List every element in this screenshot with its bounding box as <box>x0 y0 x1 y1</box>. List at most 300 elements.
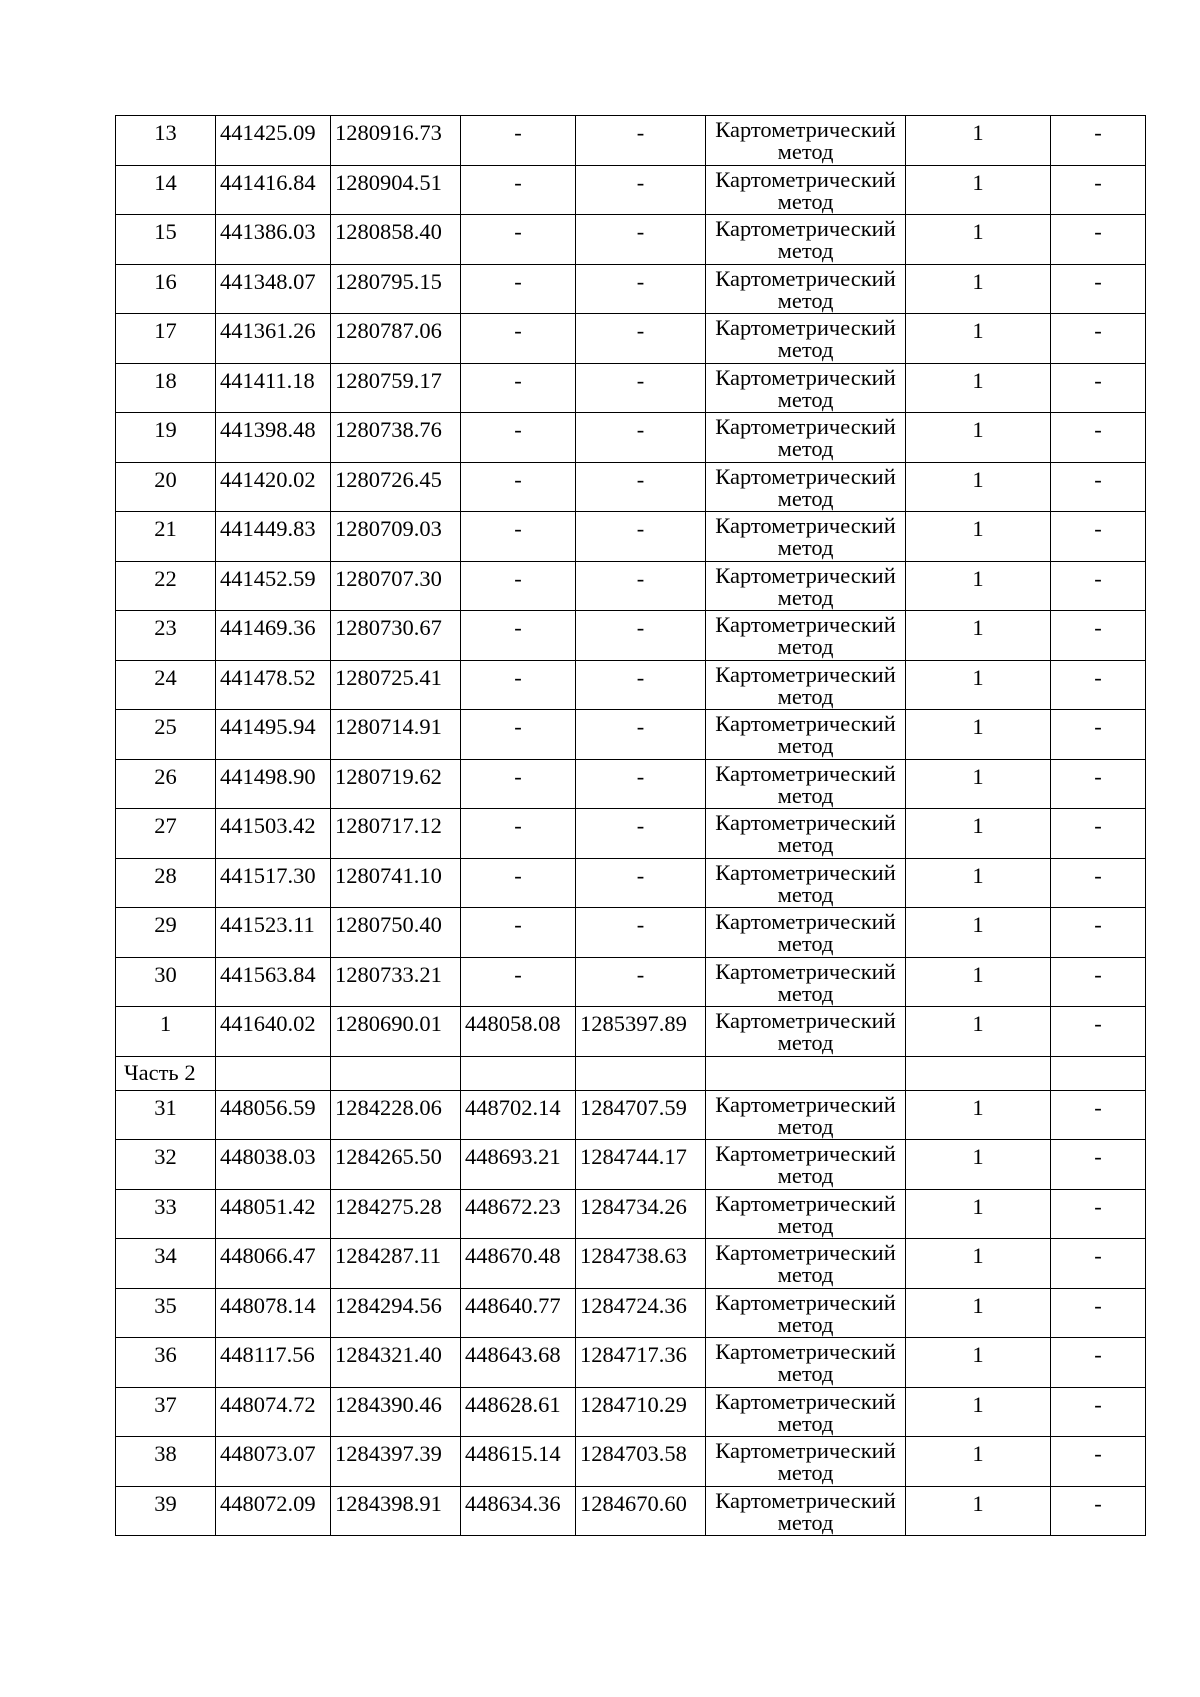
accuracy-cell <box>906 1288 1051 1338</box>
x-new-cell <box>461 1140 576 1190</box>
accuracy-cell <box>906 1007 1051 1057</box>
y-new-cell <box>576 660 706 710</box>
table-row <box>116 1486 1146 1536</box>
point-number-cell-text: 30 <box>154 961 177 987</box>
accuracy-cell-text: 1 <box>972 120 984 145</box>
method-cell <box>706 1140 906 1190</box>
note-cell <box>1051 611 1146 661</box>
accuracy-cell-text: 1 <box>972 417 984 442</box>
x-existing-cell-text: 441503.42 <box>220 813 316 838</box>
y-existing-cell <box>331 1486 461 1536</box>
x-existing-cell-text: 441517.30 <box>220 862 316 888</box>
note-cell <box>1051 759 1146 809</box>
accuracy-cell-text: 1 <box>972 318 984 343</box>
x-existing-cell <box>216 314 331 364</box>
x-new-cell <box>461 858 576 908</box>
method-cell <box>706 1189 906 1239</box>
method-text <box>706 710 905 757</box>
y-existing-cell-text: 1280741.10 <box>335 862 442 888</box>
y-new-cell-text: 1284734.26 <box>580 1193 687 1219</box>
y-existing-cell <box>331 1140 461 1190</box>
y-existing-cell-text: 1280733.21 <box>335 961 442 987</box>
accuracy-cell-text: 1 <box>972 1193 984 1219</box>
point-number-cell <box>116 1338 216 1388</box>
method-line-1: Картометрический <box>715 1091 896 1117</box>
note-cell <box>1051 264 1146 314</box>
note-cell <box>1051 116 1146 166</box>
method-text <box>706 1338 905 1385</box>
x-existing-cell <box>216 809 331 859</box>
y-existing-cell <box>331 858 461 908</box>
method-line-1: Картометрический <box>715 711 896 736</box>
x-existing-cell-text: 441425.09 <box>220 120 316 145</box>
x-new-cell-text: 448615.14 <box>465 1441 561 1466</box>
x-new-cell <box>461 759 576 809</box>
method-cell <box>706 215 906 265</box>
y-new-cell-text: - <box>636 763 645 789</box>
table-row <box>116 413 1146 463</box>
y-existing-cell-text: 1284390.46 <box>335 1391 442 1417</box>
method-cell <box>706 165 906 215</box>
method-line-2: метод <box>777 1262 834 1287</box>
y-new-cell <box>576 710 706 760</box>
note-cell-text: - <box>1094 1094 1102 1120</box>
accuracy-cell-text: 1 <box>972 961 984 987</box>
y-existing-cell <box>331 215 461 265</box>
part-empty-cell <box>706 1056 906 1090</box>
accuracy-cell-text: 1 <box>972 1441 984 1466</box>
point-number-cell-text: 29 <box>154 912 177 937</box>
method-cell <box>706 264 906 314</box>
method-text <box>706 809 905 856</box>
x-existing-cell <box>216 413 331 463</box>
note-cell <box>1051 1140 1146 1190</box>
note-cell <box>1051 809 1146 859</box>
method-line-1: Картометрический <box>715 1487 896 1513</box>
point-number-cell <box>116 957 216 1007</box>
x-existing-cell <box>216 957 331 1007</box>
part-label-cell <box>116 1056 216 1090</box>
note-cell <box>1051 908 1146 958</box>
table-row <box>116 561 1146 611</box>
point-number-cell <box>116 660 216 710</box>
x-new-cell <box>461 1007 576 1057</box>
method-line-2: метод <box>777 1410 834 1436</box>
method-text <box>706 1289 905 1336</box>
x-existing-cell <box>216 264 331 314</box>
x-existing-cell-text: 441640.02 <box>220 1011 316 1036</box>
y-existing-cell-text: 1284265.50 <box>335 1144 442 1169</box>
method-text <box>706 364 905 411</box>
y-new-cell <box>576 165 706 215</box>
accuracy-cell <box>906 1338 1051 1388</box>
method-text <box>706 463 905 510</box>
x-new-cell-text: 448628.61 <box>465 1391 561 1417</box>
y-new-cell-text: - <box>636 664 645 690</box>
accuracy-cell <box>906 660 1051 710</box>
method-line-2: метод <box>777 1212 834 1238</box>
method-line-2: метод <box>777 337 834 362</box>
method-cell <box>706 1090 906 1140</box>
method-cell <box>706 957 906 1007</box>
x-new-cell-text: - <box>514 862 522 888</box>
x-existing-cell-text: 448073.07 <box>220 1441 316 1466</box>
x-existing-cell-text: 441411.18 <box>220 367 315 393</box>
x-existing-cell <box>216 1239 331 1289</box>
y-new-cell-text: - <box>636 466 645 492</box>
point-number-cell-text: 37 <box>154 1391 177 1417</box>
method-line-1: Картометрический <box>715 315 896 340</box>
method-text <box>706 1190 905 1237</box>
accuracy-cell <box>906 759 1051 809</box>
x-existing-cell <box>216 1140 331 1190</box>
y-new-cell-text: - <box>636 219 645 244</box>
note-cell <box>1051 512 1146 562</box>
point-number-cell-text: 35 <box>154 1292 177 1318</box>
note-cell <box>1051 413 1146 463</box>
point-number-cell <box>116 1288 216 1338</box>
accuracy-cell-text: 1 <box>972 565 984 591</box>
point-number-cell <box>116 908 216 958</box>
y-new-cell <box>576 1437 706 1487</box>
table-row <box>116 1288 1146 1338</box>
point-number-cell-text: 33 <box>154 1193 177 1219</box>
y-new-cell <box>576 809 706 859</box>
note-cell-text: - <box>1094 615 1102 640</box>
method-cell <box>706 759 906 809</box>
method-line-1: Картометрический <box>715 612 896 637</box>
y-new-cell <box>576 1239 706 1289</box>
point-number-cell <box>116 759 216 809</box>
table-row <box>116 957 1146 1007</box>
x-existing-cell <box>216 1090 331 1140</box>
point-number-cell-text: 13 <box>154 120 177 145</box>
y-new-cell-text: - <box>636 961 645 987</box>
y-existing-cell <box>331 809 461 859</box>
method-line-2: метод <box>777 782 834 808</box>
accuracy-cell <box>906 215 1051 265</box>
point-number-cell <box>116 462 216 512</box>
y-new-cell <box>576 858 706 908</box>
y-existing-cell <box>331 957 461 1007</box>
point-number-cell <box>116 1387 216 1437</box>
method-line-1: Картометрический <box>715 810 896 835</box>
point-number-cell-text: 36 <box>154 1342 177 1367</box>
method-text <box>706 859 905 906</box>
y-existing-cell <box>331 759 461 809</box>
accuracy-cell-text: 1 <box>972 1342 984 1367</box>
note-cell-text: - <box>1094 1193 1102 1219</box>
y-existing-cell <box>331 1239 461 1289</box>
accuracy-cell <box>906 462 1051 512</box>
accuracy-cell <box>906 363 1051 413</box>
note-cell <box>1051 363 1146 413</box>
y-new-cell-text: - <box>636 516 645 541</box>
note-cell <box>1051 1338 1146 1388</box>
method-text <box>706 958 905 1005</box>
accuracy-cell-text: 1 <box>972 813 984 838</box>
x-existing-cell-text: 448066.47 <box>220 1243 316 1268</box>
note-cell-text: - <box>1094 1243 1102 1268</box>
method-line-1: Картометрический <box>715 117 896 142</box>
method-text <box>706 1437 905 1484</box>
point-number-cell <box>116 413 216 463</box>
y-new-cell-text: - <box>636 862 645 888</box>
accuracy-cell <box>906 116 1051 166</box>
accuracy-cell <box>906 1387 1051 1437</box>
y-new-cell <box>576 1288 706 1338</box>
note-cell <box>1051 165 1146 215</box>
method-cell <box>706 363 906 413</box>
method-line-2: метод <box>777 683 834 709</box>
y-existing-cell-text: 1284275.28 <box>335 1193 442 1219</box>
x-new-cell-text: 448634.36 <box>465 1490 561 1516</box>
y-existing-cell <box>331 1338 461 1388</box>
x-existing-cell <box>216 710 331 760</box>
x-new-cell <box>461 1189 576 1239</box>
y-existing-cell-text: 1280795.15 <box>335 268 442 294</box>
y-existing-cell-text: 1280714.91 <box>335 714 442 739</box>
y-existing-cell <box>331 1189 461 1239</box>
point-number-cell <box>116 858 216 908</box>
y-new-cell <box>576 561 706 611</box>
accuracy-cell-text: 1 <box>972 763 984 789</box>
method-cell <box>706 1288 906 1338</box>
x-new-cell <box>461 710 576 760</box>
x-existing-cell <box>216 1338 331 1388</box>
y-existing-cell <box>331 561 461 611</box>
x-new-cell <box>461 512 576 562</box>
note-cell-text: - <box>1094 961 1102 987</box>
x-existing-cell <box>216 611 331 661</box>
note-cell <box>1051 561 1146 611</box>
point-number-cell <box>116 1090 216 1140</box>
y-new-cell-text: 1284744.17 <box>580 1144 687 1169</box>
method-line-1: Картометрический <box>715 463 896 489</box>
method-text <box>706 908 905 955</box>
y-new-cell-text: 1284738.63 <box>580 1243 687 1268</box>
x-new-cell <box>461 908 576 958</box>
y-existing-cell <box>331 116 461 166</box>
note-cell <box>1051 957 1146 1007</box>
method-line-1: Картометрический <box>715 1339 896 1364</box>
table-row <box>116 512 1146 562</box>
note-cell <box>1051 858 1146 908</box>
y-new-cell <box>576 116 706 166</box>
x-new-cell <box>461 116 576 166</box>
y-new-cell-text: 1284707.59 <box>580 1094 687 1120</box>
note-cell <box>1051 462 1146 512</box>
table-row <box>116 1338 1146 1388</box>
x-existing-cell-text: 448078.14 <box>220 1292 316 1318</box>
y-new-cell-text: - <box>636 912 645 937</box>
y-existing-cell-text: 1280738.76 <box>335 417 442 442</box>
y-new-cell <box>576 512 706 562</box>
point-number-cell <box>116 1189 216 1239</box>
method-line-2: метод <box>777 188 834 214</box>
method-cell <box>706 561 906 611</box>
method-line-1: Картометрический <box>715 958 896 984</box>
x-new-cell-text: 448058.08 <box>465 1011 561 1036</box>
point-number-cell <box>116 611 216 661</box>
method-text <box>706 512 905 559</box>
y-new-cell-text: - <box>636 367 645 393</box>
accuracy-cell <box>906 710 1051 760</box>
y-existing-cell-text: 1284228.06 <box>335 1094 442 1120</box>
table-body <box>116 116 1146 1536</box>
x-new-cell-text: - <box>514 961 522 987</box>
y-existing-cell <box>331 710 461 760</box>
method-line-1: Картометрический <box>715 1388 896 1414</box>
method-cell <box>706 710 906 760</box>
x-new-cell <box>461 363 576 413</box>
x-existing-cell-text: 441452.59 <box>220 565 316 591</box>
point-number-cell <box>116 710 216 760</box>
accuracy-cell-text: 1 <box>972 516 984 541</box>
point-number-cell-text: 22 <box>154 565 177 591</box>
method-line-2: метод <box>777 980 834 1006</box>
y-existing-cell-text: 1280709.03 <box>335 516 442 541</box>
y-new-cell-text: - <box>636 318 645 343</box>
method-line-1: Картометрический <box>715 364 896 390</box>
table-row <box>116 1387 1146 1437</box>
point-number-cell-text: 15 <box>154 219 177 244</box>
point-number-cell <box>116 1239 216 1289</box>
point-number-cell-text: 39 <box>154 1490 177 1516</box>
x-new-cell <box>461 957 576 1007</box>
method-cell <box>706 660 906 710</box>
table-row <box>116 759 1146 809</box>
accuracy-cell-text: 1 <box>972 1243 984 1268</box>
point-number-cell-text: 32 <box>154 1144 177 1169</box>
method-text <box>706 413 905 460</box>
x-new-cell-text: 448670.48 <box>465 1243 561 1268</box>
method-text <box>706 265 905 312</box>
y-new-cell-text: 1284670.60 <box>580 1490 687 1516</box>
x-new-cell-text: 448693.21 <box>465 1144 561 1169</box>
method-text <box>706 1487 905 1534</box>
y-existing-cell-text: 1280719.62 <box>335 763 442 789</box>
table-row <box>116 1140 1146 1190</box>
part-empty-cell <box>1051 1056 1146 1090</box>
accuracy-cell-text: 1 <box>972 466 984 492</box>
accuracy-cell <box>906 858 1051 908</box>
accuracy-cell <box>906 1090 1051 1140</box>
y-new-cell-text: - <box>636 813 645 838</box>
y-existing-cell-text: 1284294.56 <box>335 1292 442 1318</box>
method-text <box>706 562 905 609</box>
y-existing-cell-text: 1280725.41 <box>335 664 442 690</box>
accuracy-cell-text: 1 <box>972 268 984 294</box>
method-cell <box>706 908 906 958</box>
x-new-cell-text: - <box>514 714 522 739</box>
point-number-cell-text: 26 <box>154 763 177 789</box>
x-new-cell <box>461 462 576 512</box>
x-existing-cell <box>216 858 331 908</box>
table-row <box>116 314 1146 364</box>
method-line-1: Картометрический <box>715 1141 896 1166</box>
y-existing-cell <box>331 1090 461 1140</box>
point-number-cell-text: 25 <box>154 714 177 739</box>
x-new-cell-text: - <box>514 763 522 789</box>
method-line-2: метод <box>777 1311 834 1337</box>
y-existing-cell-text: 1284287.11 <box>335 1243 442 1268</box>
y-new-cell <box>576 413 706 463</box>
y-existing-cell-text: 1284321.40 <box>335 1342 442 1367</box>
y-existing-cell <box>331 462 461 512</box>
y-new-cell-text: 1285397.89 <box>580 1011 687 1036</box>
accuracy-cell <box>906 611 1051 661</box>
method-text <box>706 661 905 708</box>
x-existing-cell-text: 448051.42 <box>220 1193 316 1219</box>
point-number-cell-text: 19 <box>154 417 177 442</box>
point-number-cell-text: 1 <box>159 1011 172 1036</box>
part-row <box>116 1056 1146 1090</box>
table-row <box>116 363 1146 413</box>
method-line-1: Картометрический <box>715 414 896 439</box>
x-new-cell <box>461 1486 576 1536</box>
x-new-cell-text: - <box>514 664 522 690</box>
table-row <box>116 462 1146 512</box>
x-existing-cell-text: 448038.03 <box>220 1144 316 1169</box>
note-cell <box>1051 1090 1146 1140</box>
point-number-cell <box>116 512 216 562</box>
x-new-cell <box>461 561 576 611</box>
method-line-2: метод <box>777 1460 834 1485</box>
point-number-cell-text: 20 <box>154 466 177 492</box>
method-line-2: метод <box>777 832 834 857</box>
x-new-cell <box>461 1090 576 1140</box>
note-cell-text: - <box>1094 466 1102 492</box>
table-row <box>116 660 1146 710</box>
note-cell-text: - <box>1094 1292 1102 1318</box>
method-line-1: Картометрический <box>715 1240 896 1265</box>
y-existing-cell <box>331 1007 461 1057</box>
coordinates-table <box>115 115 1146 1536</box>
x-existing-cell <box>216 908 331 958</box>
accuracy-cell-text: 1 <box>972 1391 984 1417</box>
point-number-cell-text: 18 <box>154 367 177 393</box>
x-new-cell-text: - <box>514 516 522 541</box>
method-cell <box>706 1486 906 1536</box>
method-cell <box>706 858 906 908</box>
y-existing-cell-text: 1284397.39 <box>335 1441 442 1466</box>
x-existing-cell <box>216 1387 331 1437</box>
y-new-cell <box>576 1189 706 1239</box>
y-new-cell <box>576 908 706 958</box>
method-cell <box>706 413 906 463</box>
method-text <box>706 215 905 262</box>
method-line-2: метод <box>777 238 834 263</box>
table-row <box>116 809 1146 859</box>
x-new-cell-text: 448702.14 <box>465 1094 561 1120</box>
y-existing-cell-text: 1280904.51 <box>335 169 442 195</box>
method-line-1: Картометрический <box>715 562 896 588</box>
method-cell <box>706 1239 906 1289</box>
note-cell-text: - <box>1094 268 1102 294</box>
method-text <box>706 1007 905 1054</box>
method-text <box>706 314 905 361</box>
method-line-2: метод <box>777 386 834 412</box>
method-line-1: Картометрический <box>715 265 896 291</box>
method-line-2: метод <box>777 1030 834 1055</box>
table-row <box>116 1007 1146 1057</box>
method-line-2: метод <box>777 436 834 461</box>
accuracy-cell-text: 1 <box>972 367 984 393</box>
x-new-cell <box>461 611 576 661</box>
x-existing-cell-text: 441523.11 <box>220 912 315 937</box>
table-row <box>116 264 1146 314</box>
